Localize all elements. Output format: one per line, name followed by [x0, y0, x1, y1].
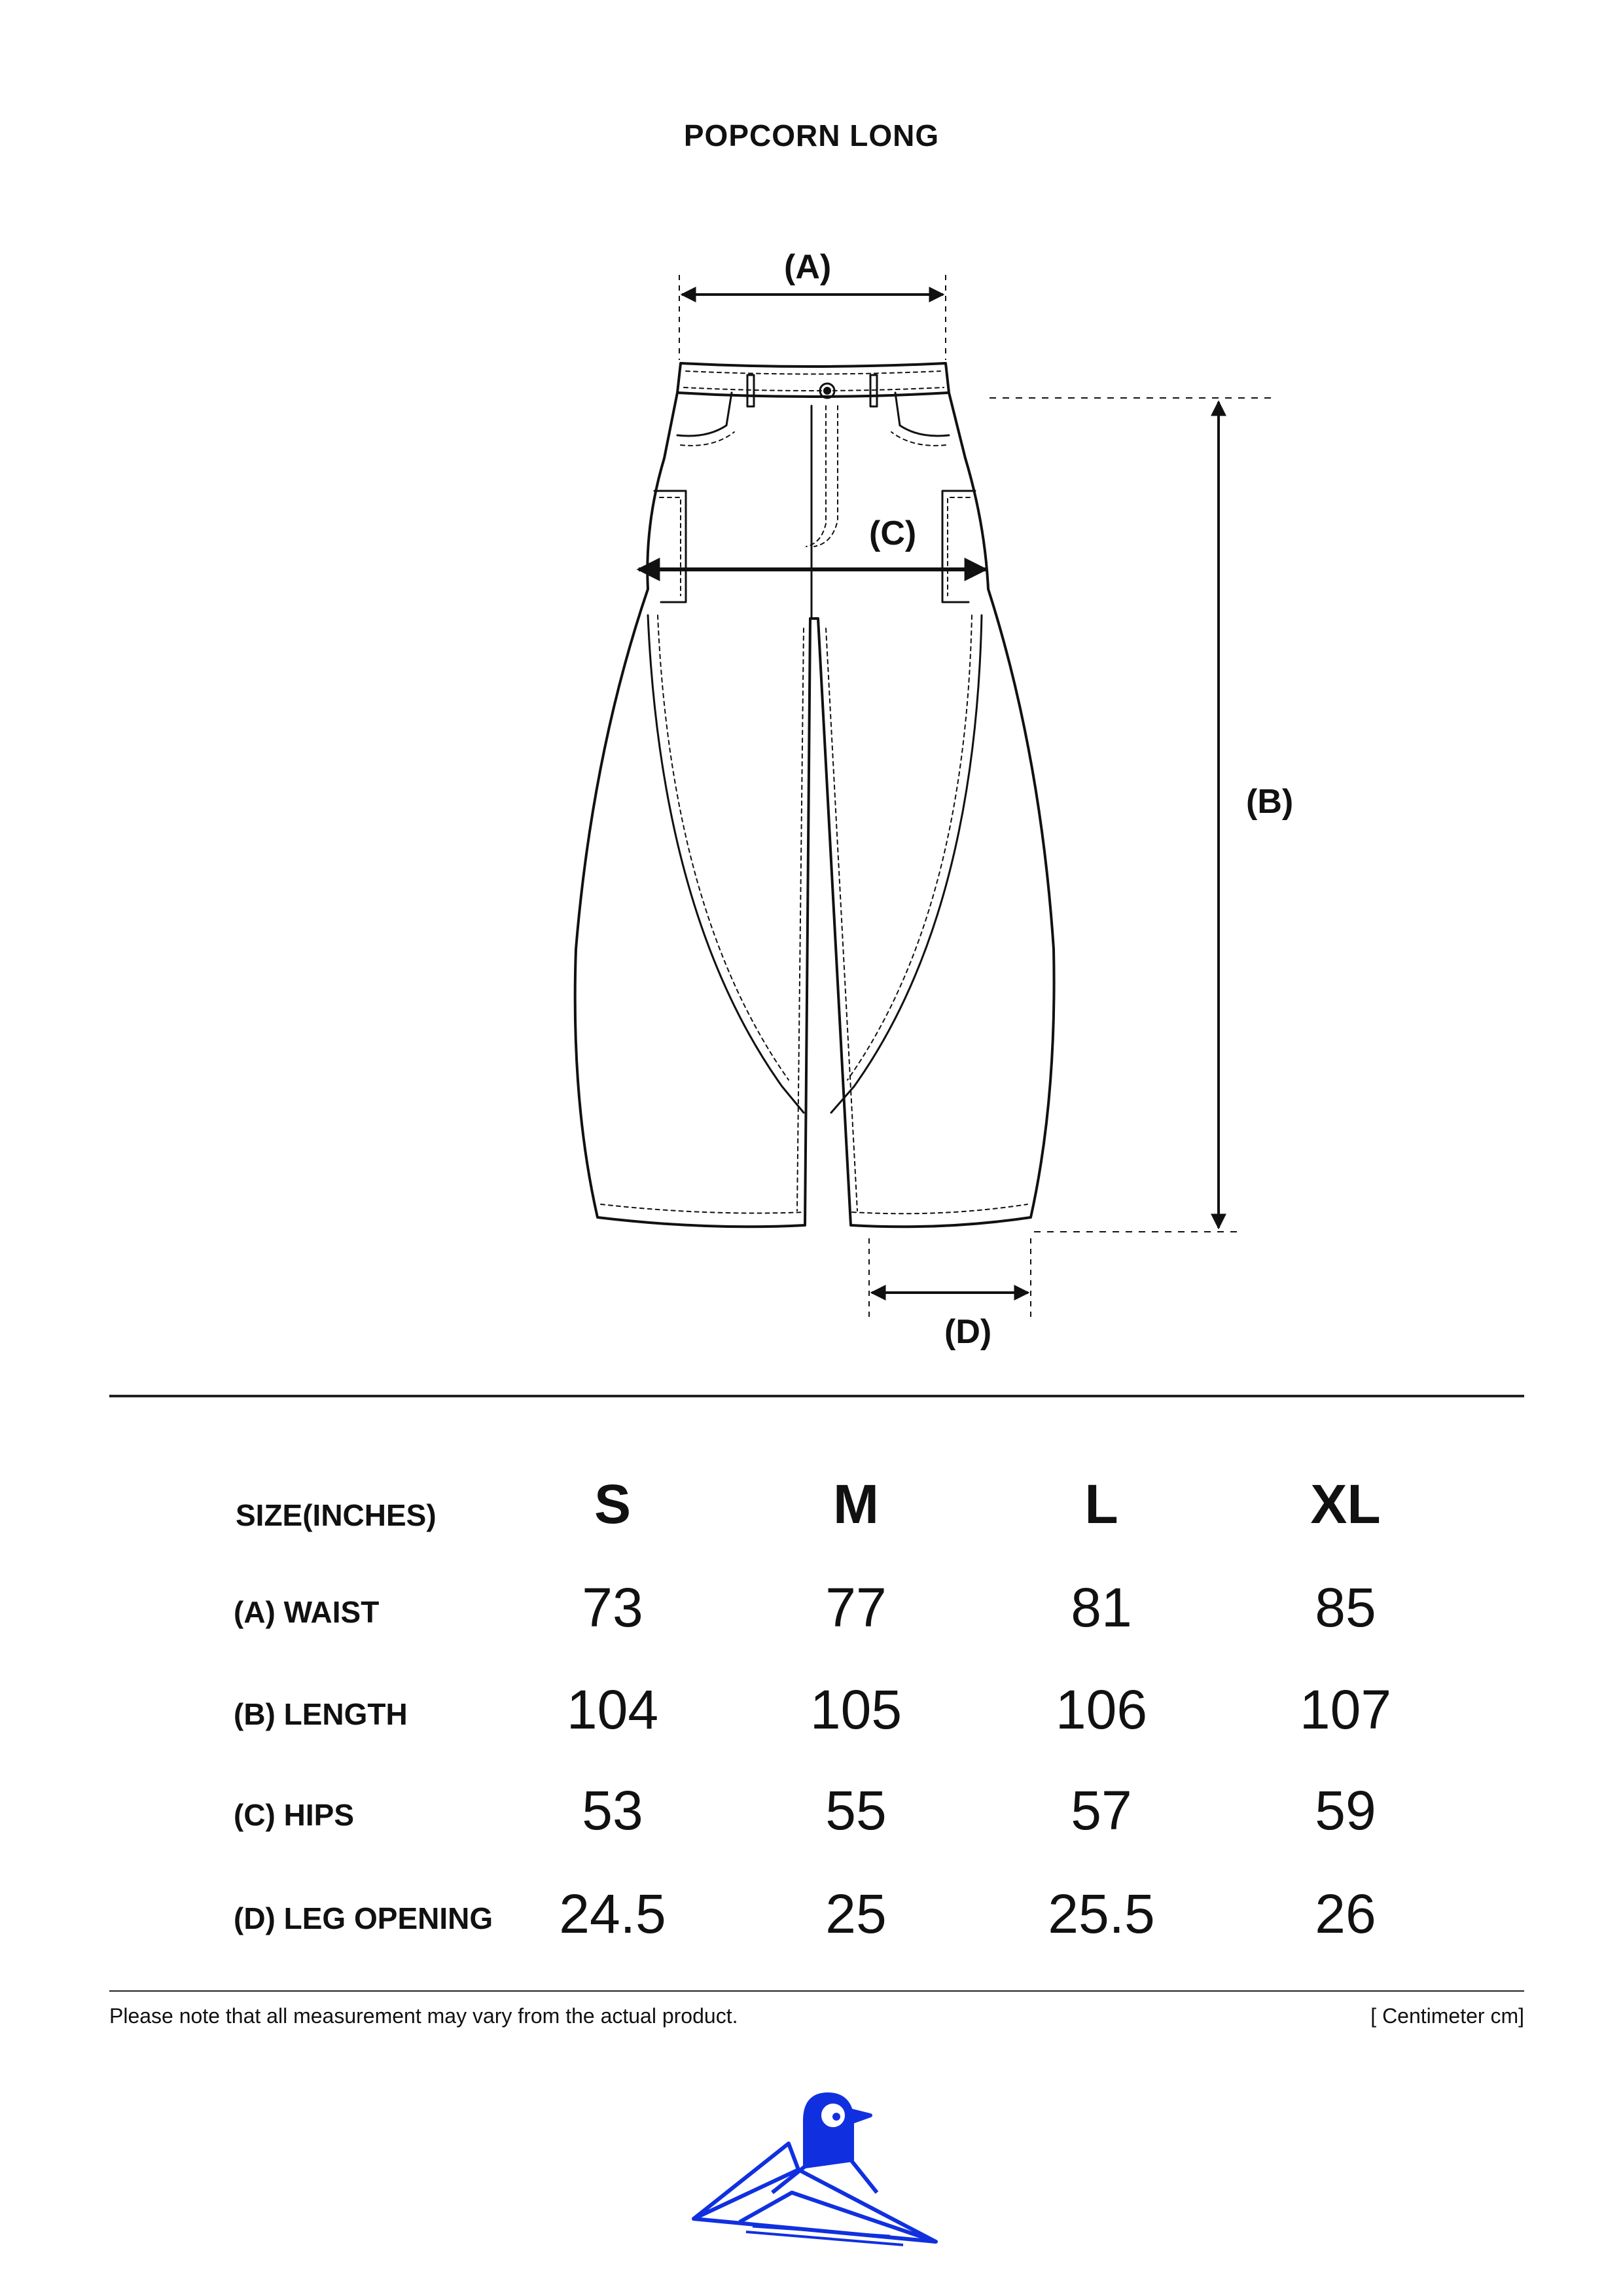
- waistband: [677, 363, 949, 397]
- size-header: XL: [1310, 1473, 1381, 1535]
- table-cell: 81: [1071, 1577, 1132, 1638]
- table-cell: 57: [1071, 1780, 1132, 1841]
- table-cell: 59: [1315, 1780, 1376, 1841]
- row-label-leg-opening: (D) LEG OPENING: [234, 1901, 493, 1935]
- table-cell: 77: [825, 1577, 887, 1638]
- dim-a-label: (A): [784, 248, 832, 286]
- table-cell: 53: [582, 1780, 643, 1841]
- table-cell: 26: [1315, 1883, 1376, 1945]
- dim-b-label: (B): [1246, 783, 1294, 821]
- table-cell: 85: [1315, 1577, 1376, 1638]
- row-label-hips: (C) HIPS: [234, 1798, 354, 1832]
- disclaimer-note: Please note that all measurement may vary from the actual product.: [109, 2004, 738, 2028]
- table-cell: 104: [566, 1679, 659, 1740]
- pants-outline: [575, 393, 1054, 1227]
- page-title: POPCORN LONG: [683, 118, 940, 152]
- table-cell: 55: [825, 1780, 887, 1841]
- size-header: L: [1084, 1473, 1118, 1535]
- table-cell: 73: [582, 1577, 643, 1638]
- table-cell: 106: [1055, 1679, 1148, 1740]
- size-header-label: SIZE(INCHES): [236, 1498, 437, 1532]
- row-label-length: (B) LENGTH: [234, 1697, 408, 1731]
- row-label-waist: (A) WAIST: [234, 1595, 380, 1629]
- dim-c-label: (C): [869, 514, 917, 552]
- size-header: S: [594, 1473, 632, 1535]
- brand-logo-icon: [681, 2081, 942, 2251]
- table-cell: 24.5: [559, 1883, 666, 1945]
- unit-note: [ Centimeter cm]: [1370, 2004, 1524, 2028]
- table-cell: 105: [810, 1679, 902, 1740]
- table-cell: 107: [1299, 1679, 1392, 1740]
- size-header: M: [833, 1473, 879, 1535]
- table-cell: 25: [825, 1883, 887, 1945]
- divider-top: [109, 1395, 1524, 1397]
- table-cell: 25.5: [1048, 1883, 1155, 1945]
- divider-bottom: [109, 1990, 1524, 1992]
- dim-d-label: (D): [944, 1313, 992, 1351]
